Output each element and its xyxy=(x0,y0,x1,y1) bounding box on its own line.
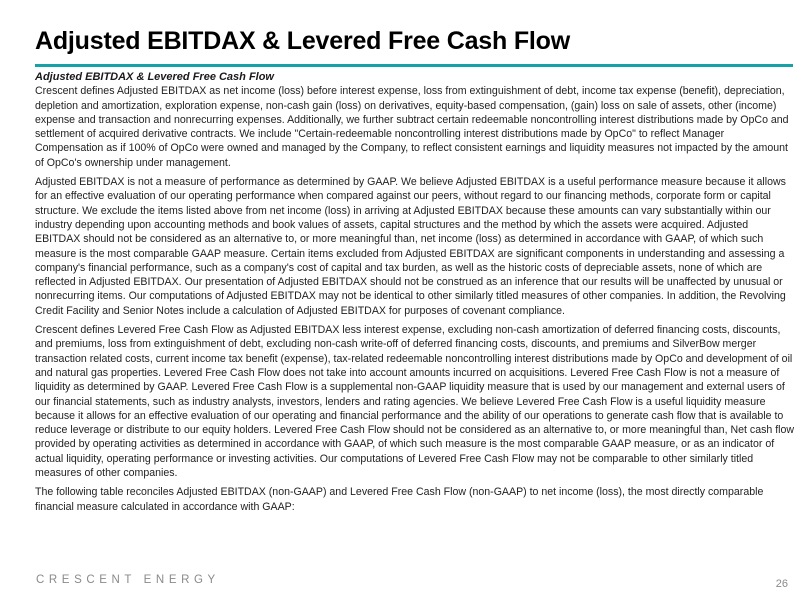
title-divider xyxy=(35,64,793,67)
paragraph-levered-fcf-definition: Crescent defines Levered Free Cash Flow as Adjusted EBITDAX less interest expense, excluding non-cash amortization of deferred financing costs, discounts, and premiums, loss from extinguishment of debt, excluding non-cash write-off of deferred financing costs, discounts, and premiums and SilverBow merger transaction related costs, current income tax benefit (expense), tax-related redeemable noncontrolling interest distributions made by OpCo and development of oil and natural gas properties. Levered Free Cash Flow does not take into account amounts incurred on acquisitions. Levered Free Cash Flow is not a measure of liquidity as determined by GAAP. Levered Free Cash Flow is a supplemental non-GAAP liquidity measure that is used by our management and external users of our financial statements, such as industry analysts, investors, lenders and rating agencies. We believe Levered Free Cash Flow is a useful liquidity measure because it allows for an effective evaluation of our operating and financial performance and the ability of our operations to generate cash flow that is available to reduce leverage or distribute to our equity holders. Levered Free Cash Flow should not be considered as an alternative to, or more meaningful than, Net cash flow provided by operating activities as determined in accordance with GAAP, of which such measure is the most comparable GAAP measure, or as an indicator of actual liquidity, operating performance or investing activities. Our computations of Levered Free Cash Flow may not be comparable to other similarly titled measures of other companies. xyxy=(35,324,795,480)
page-title: Adjusted EBITDAX & Levered Free Cash Flow xyxy=(35,27,570,55)
paragraph-reconciliation-intro: The following table reconciles Adjusted EBITDAX (non-GAAP) and Levered Free Cash Flow (non-GAAP) to net income (loss), the most directly comparable financial measure calculated in accordance with GAAP: xyxy=(35,486,764,513)
paragraph-ebitdax-explanation: Adjusted EBITDAX is not a measure of performance as determined by GAAP. We believe Adjusted EBITDAX is a useful performance measure because it allows for an effective evaluation of our operating performance when compared against our peers, without regard to our financing methods, corporate form or capital structure. We exclude the items listed above from net income (loss) in arriving at Adjusted EBITDAX because these amounts can vary substantially within our industry depending upon accounting methods and book values of assets, capital structures and the method by which the assets were acquired. Adjusted EBITDAX should not be considered as an alternative to, or more meaningful than, net income (loss) as determined in accordance with GAAP, of which such measure is the most comparable GAAP measure. Certain items excluded from Adjusted EBITDAX are significant components in understanding and assessing a company's financial performance, such as a company's cost of capital and tax burden, as well as the historic costs of depreciable assets, none of which are reflected in Adjusted EBITDAX. Our presentation of Adjusted EBITDAX should not be construed as an inference that our results will be unaffected by unusual or nonrecurring items. Our computations of Adjusted EBITDAX may not be identical to other similarly titled measures of other companies. In addition, the Revolving Credit Facility and Senior Notes include a calculation of Adjusted EBITDAX for purposes of covenant compliance. xyxy=(35,176,786,317)
section-subheading: Adjusted EBITDAX & Levered Free Cash Flow xyxy=(35,71,274,83)
paragraph-ebitdax-definition: Crescent defines Adjusted EBITDAX as net income (loss) before interest expense, loss from extinguishment of debt, income tax expense (benefit), depreciation, depletion and amortization, exploration expense, non-cash gain (loss) on derivatives, equity-based compensation, (gain) loss on sale of assets, other (income) expense and transaction and nonrecurring expenses. Additionally, we further subtract certain redeemable noncontrolling interest distributions made by OpCo and settlement of acquired derivative contracts. We include "Certain-redeemable noncontrolling interest distributions made by OpCo" to reflect Manager Compensation as if 100% of OpCo were owned and managed by the Company, to reflect consistent earnings and liquidity measures not impacted by the amount of OpCo's ownership under management. xyxy=(35,85,789,169)
page-number: 26 xyxy=(775,578,788,590)
body-content xyxy=(35,70,795,519)
company-logo: CRESCENT ENERGY xyxy=(36,574,220,586)
